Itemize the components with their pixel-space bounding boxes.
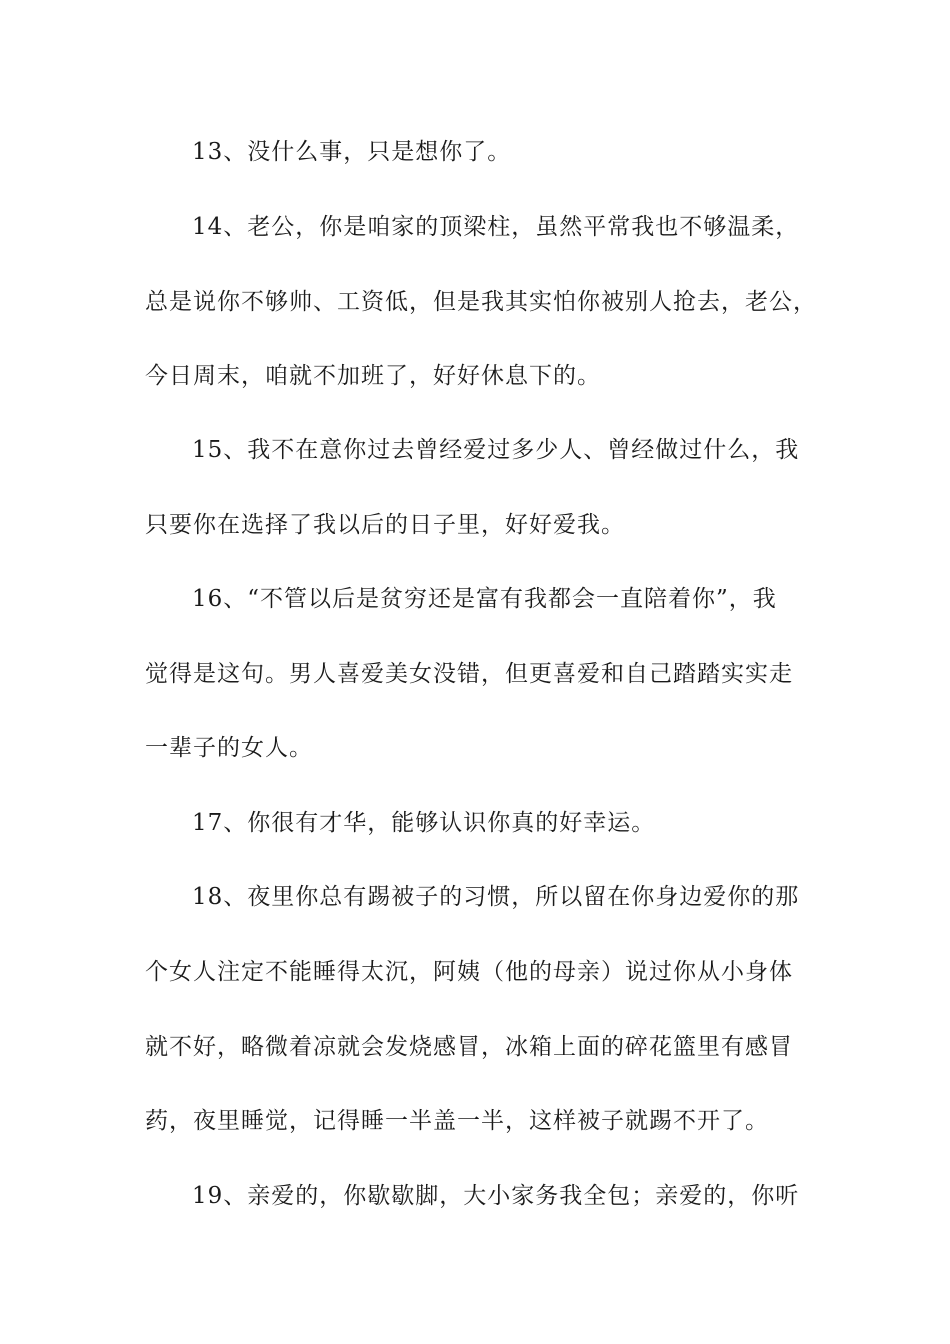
paragraph-17-line-1: 17、你很有才华，能够认识你真的好幸运。 [192, 810, 656, 836]
paragraph-13-line-1: 13、没什么事，只是想你了。 [192, 139, 512, 165]
paragraph-16-line-1: 16、“不管以后是贫穷还是富有我都会一直陪着你”，我 [192, 586, 777, 612]
paragraph-18-line-1: 18、夜里你总有踢被子的习惯，所以留在你身边爱你的那 [192, 884, 800, 910]
paragraph-14-line-3: 今日周末，咱就不加班了，好好休息下的。 [145, 363, 601, 389]
paragraph-15-line-1: 15、我不在意你过去曾经爱过多少人、曾经做过什么，我 [192, 437, 800, 463]
paragraph-19-line-1: 19、亲爱的，你歇歇脚，大小家务我全包；亲爱的，你听 [192, 1183, 800, 1209]
paragraph-18-line-4: 药，夜里睡觉，记得睡一半盖一半，这样被子就踢不开了。 [145, 1108, 769, 1134]
paragraph-15-line-2: 只要你在选择了我以后的日子里，好好爱我。 [145, 512, 625, 538]
paragraph-18-line-2: 个女人注定不能睡得太沉，阿姨（他的母亲）说过你从小身体 [145, 959, 793, 985]
paragraph-14-line-2: 总是说你不够帅、工资低，但是我其实怕你被别人抢去，老公， [145, 289, 817, 315]
paragraph-18-line-3: 就不好，略微着凉就会发烧感冒，冰箱上面的碎花篮里有感冒 [145, 1034, 793, 1060]
paragraph-14-line-1: 14、老公，你是咱家的顶梁柱，虽然平常我也不够温柔， [192, 214, 800, 240]
paragraph-16-line-3: 一辈子的女人。 [145, 735, 313, 761]
paragraph-16-line-2: 觉得是这句。男人喜爱美女没错，但更喜爱和自己踏踏实实走 [145, 661, 793, 687]
